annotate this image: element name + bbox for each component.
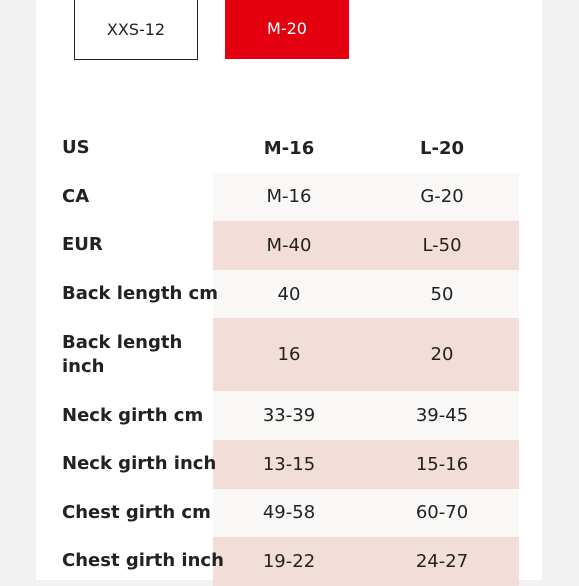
row-label: Chest girth cm <box>62 501 211 523</box>
table-cell: 49-58 <box>213 489 365 538</box>
table-cell: 24-27 <box>365 537 519 586</box>
row-label: Back length inch <box>62 331 183 377</box>
table-cell: 60-70 <box>365 489 519 538</box>
table-row-back-length-inch <box>56 318 519 391</box>
table-cell: M-40 <box>213 221 365 270</box>
row-label: Back length cm <box>62 283 218 305</box>
table-row-chest-girth-cm <box>56 489 519 538</box>
table-row-us <box>56 124 519 173</box>
table-row-eur <box>56 221 519 270</box>
table-cell: 50 <box>365 270 519 319</box>
row-label: EUR <box>62 234 103 256</box>
table-cell: 20 <box>365 318 519 391</box>
row-label: Neck girth cm <box>62 404 204 426</box>
table-cell: M-16 <box>263 137 315 159</box>
table-row-ca <box>56 173 519 222</box>
table-cell: 15-16 <box>365 440 519 489</box>
table-row-back-length-cm <box>56 270 519 319</box>
table-cell: L-50 <box>365 221 519 270</box>
table-cell: 16 <box>213 318 365 391</box>
table-row-neck-girth-inch <box>56 440 519 489</box>
row-label: Chest girth inch <box>62 550 224 572</box>
table-cell: 39-45 <box>365 391 519 440</box>
size-filter-xxs-12-button[interactable]: XXS-12 <box>74 0 198 60</box>
table-cell: 13-15 <box>213 440 365 489</box>
table-row-chest-girth-inch <box>56 537 519 586</box>
table-cell: 19-22 <box>213 537 365 586</box>
size-filter-m-20-button[interactable]: M-20 <box>225 0 349 59</box>
row-label: Neck girth inch <box>62 453 217 475</box>
table-cell: 40 <box>213 270 365 319</box>
row-label: US <box>62 137 90 159</box>
table-cell: G-20 <box>365 173 519 222</box>
size-table <box>56 124 519 586</box>
table-cell: M-16 <box>213 173 365 222</box>
row-label: CA <box>62 185 90 207</box>
table-row-neck-girth-cm <box>56 391 519 440</box>
table-cell: 33-39 <box>213 391 365 440</box>
table-cell: L-20 <box>420 137 464 159</box>
